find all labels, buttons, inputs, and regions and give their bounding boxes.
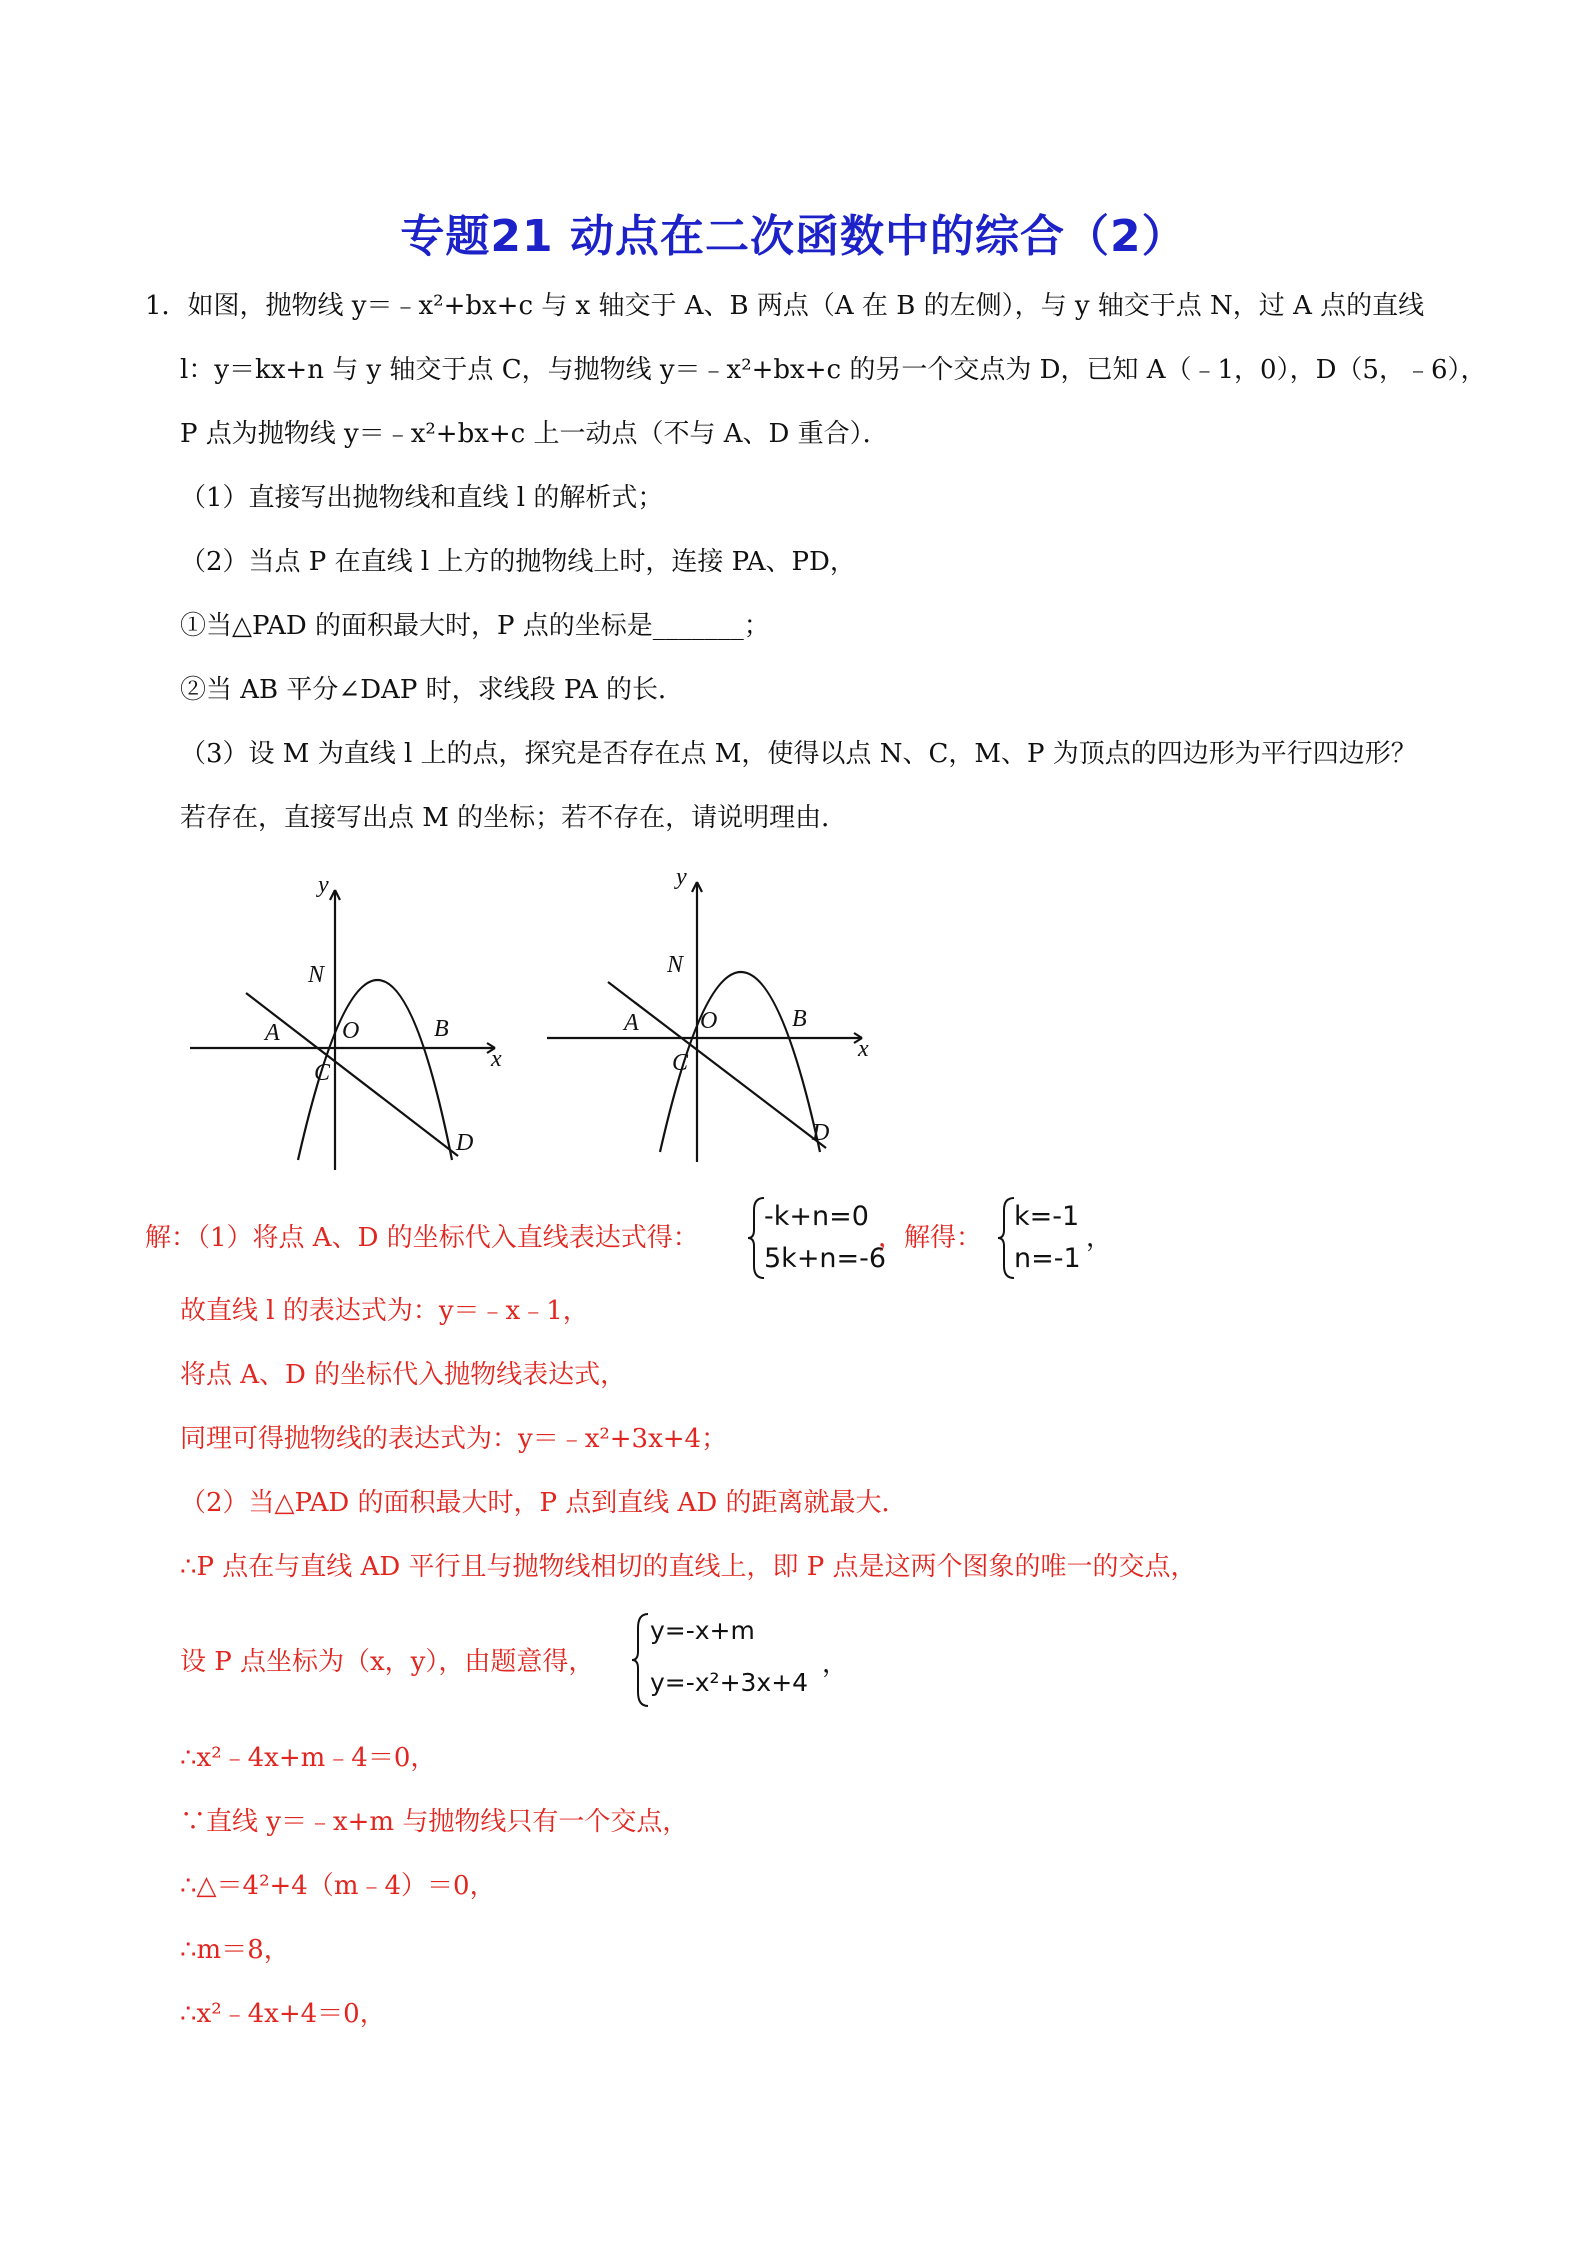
label-x: x: [491, 1046, 502, 1072]
system3-eq-1: y=-x+m: [650, 1616, 755, 1645]
problem-part-2-1: ①当△PAD 的面积最大时，P 点的坐标是_______；: [180, 611, 770, 641]
solve-word: ，解得：: [878, 1223, 983, 1253]
solution-line-7: ∵直线 y＝﹣x+m 与抛物线只有一个交点，: [180, 1807, 689, 1837]
label-B: B: [792, 1006, 807, 1032]
label-C: C: [672, 1050, 689, 1076]
problem-part-1: （1）直接写出抛物线和直线 l 的解析式；: [180, 483, 664, 513]
label-C: C: [314, 1060, 331, 1086]
label-B: B: [434, 1016, 449, 1042]
solution-line-2: 将点 A、D 的坐标代入抛物线表达式，: [180, 1360, 627, 1390]
problem-part-2: （2）当点 P 在直线 l 上方的抛物线上时，连接 PA、PD，: [180, 547, 856, 577]
system3-comma: ，: [822, 1649, 849, 1679]
solution-line-6: ∴x²﹣4x+m﹣4＝0，: [180, 1743, 437, 1773]
label-N: N: [667, 952, 684, 978]
label-A: A: [265, 1020, 280, 1046]
solution-line-5: ∴P 点在与直线 AD 平行且与抛物线相切的直线上，即 P 点是这两个图象的唯一的交点，: [180, 1552, 1197, 1582]
system2-comma: ，: [1086, 1223, 1113, 1253]
problem-part-3-cont: 若存在，直接写出点 M 的坐标；若不存在，请说明理由．: [180, 803, 848, 833]
label-O: O: [342, 1018, 360, 1044]
solution-set-p: 设 P 点坐标为（x，y），由题意得，: [180, 1647, 595, 1677]
system3-brace: [630, 1612, 652, 1708]
system1-eq-2: 5k+n=-6: [764, 1243, 887, 1274]
solution-line-3: 同理可得抛物线的表达式为：y＝﹣x²+3x+4；: [180, 1424, 728, 1454]
system3-eq-2: y=-x²+3x+4: [650, 1668, 809, 1697]
solution-line-10: ∴x²﹣4x+4＝0，: [180, 1999, 386, 2029]
figure-2: [542, 862, 882, 1172]
label-x: x: [858, 1036, 869, 1062]
system2-eq-2: n=-1: [1014, 1243, 1081, 1274]
label-D: D: [812, 1120, 830, 1146]
solution-line-1: 故直线 l 的表达式为：y＝﹣x﹣1，: [180, 1296, 589, 1326]
problem-line-1: 1．如图，抛物线 y＝﹣x²+bx+c 与 x 轴交于 A、B 两点（A 在 B 的左侧），与 y 轴交于点 N，过 A 点的直线: [145, 291, 1425, 321]
label-y: y: [318, 872, 329, 898]
problem-part-2-2: ②当 AB 平分∠DAP 时，求线段 PA 的长．: [180, 675, 684, 705]
problem-part-3: （3）设 M 为直线 l 上的点，探究是否存在点 M，使得以点 N、C，M、P 为顶点的四边形为平行四边形？: [180, 739, 1417, 769]
system1-eq-1: -k+n=0: [764, 1201, 869, 1232]
problem-line-3: P 点为抛物线 y＝﹣x²+bx+c 上一动点（不与 A、D 重合）．: [180, 419, 889, 449]
label-O: O: [700, 1008, 718, 1034]
page-title: 专题21 动点在二次函数中的综合（2）: [400, 211, 1187, 262]
solution-line-9: ∴m＝8，: [180, 1935, 290, 1965]
problem-line-2: l：y＝kx+n 与 y 轴交于点 C，与抛物线 y＝﹣x²+bx+c 的另一个交点为 D，已知 A（﹣1，0），D（5，﹣6），: [180, 355, 1487, 385]
label-D: D: [456, 1130, 474, 1156]
solution-intro: 解：（1）将点 A、D 的坐标代入直线表达式得：: [145, 1223, 699, 1253]
system2-eq-1: k=-1: [1014, 1201, 1080, 1232]
label-N: N: [308, 962, 325, 988]
label-A: A: [624, 1010, 639, 1036]
solution-line-8: ∴△＝4²+4（m﹣4）＝0，: [180, 1871, 496, 1901]
solution-line-4: （2）当△PAD 的面积最大时，P 点到直线 AD 的距离就最大．: [180, 1488, 908, 1518]
figure-1: [180, 870, 520, 1180]
label-y: y: [676, 864, 687, 890]
